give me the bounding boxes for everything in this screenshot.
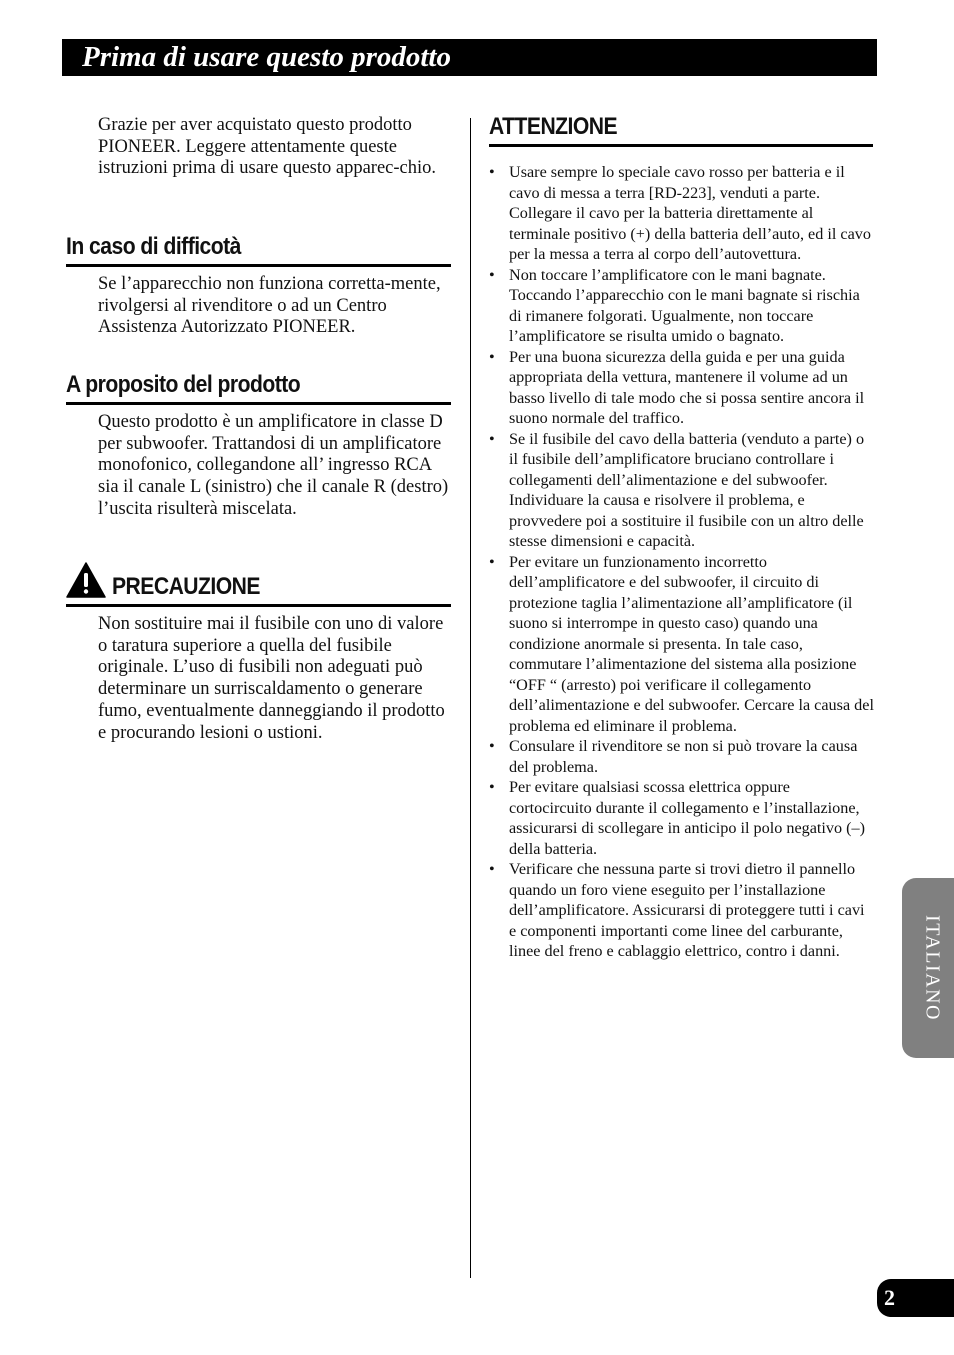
list-item-text: Usare sempre lo speciale cavo rosso per batteria e il cavo di messa a terra [RD-223], venduti a parte. Collegare il cavo per la batteria direttamente al terminale positivo (+) della batteria dell’auto, ed il cavo per la messa a terra al corpo dell’autovettura. <box>509 163 871 263</box>
list-item-text: Se il fusibile del cavo della batteria (venduto a parte) o il fusibile dell’amplificatore bruciano controllare i collegamenti dell’alimentazione e del subwoofer. Individuare la causa e risolvere il problema, e provvedere poi a sostituire il fusibile con un altro delle stesse dimensioni e capacità. <box>509 429 865 550</box>
list-item <box>489 859 875 962</box>
list-item <box>489 429 875 552</box>
bullet: • <box>489 552 495 571</box>
list-item <box>489 265 875 347</box>
list-item-text: Per una buona sicurezza della guida e per una guida appropriata della vettura, mantenere il volume ad un basso livello di tale modo che si possa sentire ancora il suono normale del traffico. <box>509 347 865 427</box>
section-heading-precaution-text: PRECAUZIONE <box>112 573 260 600</box>
list-item-text: Non toccare l’amplificatore con le mani bagnate. Toccando l’apparecchio con le mani bagnate si rischia di rimanere folgorati. Ugualmente, non toccare l’amplificatore se risulta umido o bagnato. <box>509 265 860 345</box>
intro-paragraph: Grazie per aver acquistato questo prodotto PIONEER. Leggere attentamente queste istruzioni prima di usare questo apparec-chio. <box>98 115 437 179</box>
bullet: • <box>489 778 495 796</box>
section-heading-difficulty <box>66 232 451 267</box>
bullet: • <box>489 265 495 284</box>
bullet: • <box>489 163 495 181</box>
list-item <box>489 777 875 859</box>
attention-list <box>489 162 875 962</box>
list-item <box>489 736 875 777</box>
page-title-bar <box>62 39 877 76</box>
section-heading-attention <box>489 112 873 147</box>
page-number: 2 <box>884 1285 895 1310</box>
bullet: • <box>489 737 495 755</box>
difficulty-paragraph: Se l’apparecchio non funziona corretta-mente, rivolgersi al rivenditore o ad un Centro Assistenza Autorizzato PIONEER. <box>98 274 441 338</box>
section-heading-precaution <box>66 572 451 607</box>
section-heading-product-text: A proposito del prodotto <box>66 371 301 398</box>
section-heading-attention-text: ATTENZIONE <box>489 113 618 140</box>
page-title: Prima di usare questo prodotto <box>82 41 451 73</box>
list-item-text: Per evitare qualsiasi scossa elettrica oppure cortocircuito durante il collegamento e l’installazione, assicurarsi di scollegare in anticipo il polo negativo (–) della batteria. <box>509 778 866 858</box>
list-item <box>489 162 875 265</box>
bullet: • <box>489 429 495 448</box>
list-item-text: Verificare che nessuna parte si trovi dietro il pannello quando un foro viene eseguito per l’installazione dell’amplificatore. Assicurarsi di proteggere tutti i cavi e componenti importanti come linee del carburante, linee del freno e cablaggio elettrico, contro i danni. <box>509 860 865 960</box>
precaution-paragraph: Non sostituire mai il fusibile con uno di valore o taratura superiore a quella del fusibile originale. L’uso di fusibili non adeguati può determinare un surriscaldamento o generare fumo, eventualmente danneggiando il prodotto e procurando lesioni o ustioni. <box>98 614 445 743</box>
column-divider <box>470 118 471 1278</box>
page-number-badge <box>877 1279 954 1317</box>
bullet: • <box>489 347 495 366</box>
product-paragraph: Questo prodotto è un amplificatore in classe D per subwoofer. Trattandosi di un amplificatore monofonico, collegandone all’ ingresso RCA sia il canale L (sinistro) che il canale R (destro) l’uscita risulterà miscelata. <box>98 412 449 519</box>
language-tab-label: ITALIANO <box>921 915 944 1021</box>
list-item-text: Per evitare un funzionamento incorretto dell’amplificatore e del subwoofer, il circuito di protezione taglia l’alimentazione all’amplificatore (il suono si interrompe in questo caso) quando una condizione anormale si presenta. In tale caso, commutare l’alimentazione del sistema alla posizione “OFF “ (arresto) poi verificare il collegamento dell’alimentazione e del subwoofer. Cercare la causa del problema ed eliminare il problema. <box>509 552 874 735</box>
list-item <box>489 347 875 429</box>
list-item <box>489 552 875 737</box>
section-heading-difficulty-text: In caso di difficotà <box>66 233 241 260</box>
list-item-text: Consulare il rivenditore se non si può trovare la causa del problema. <box>509 737 858 776</box>
bullet: • <box>489 860 495 878</box>
section-heading-product <box>66 370 451 405</box>
language-tab <box>902 878 954 1058</box>
